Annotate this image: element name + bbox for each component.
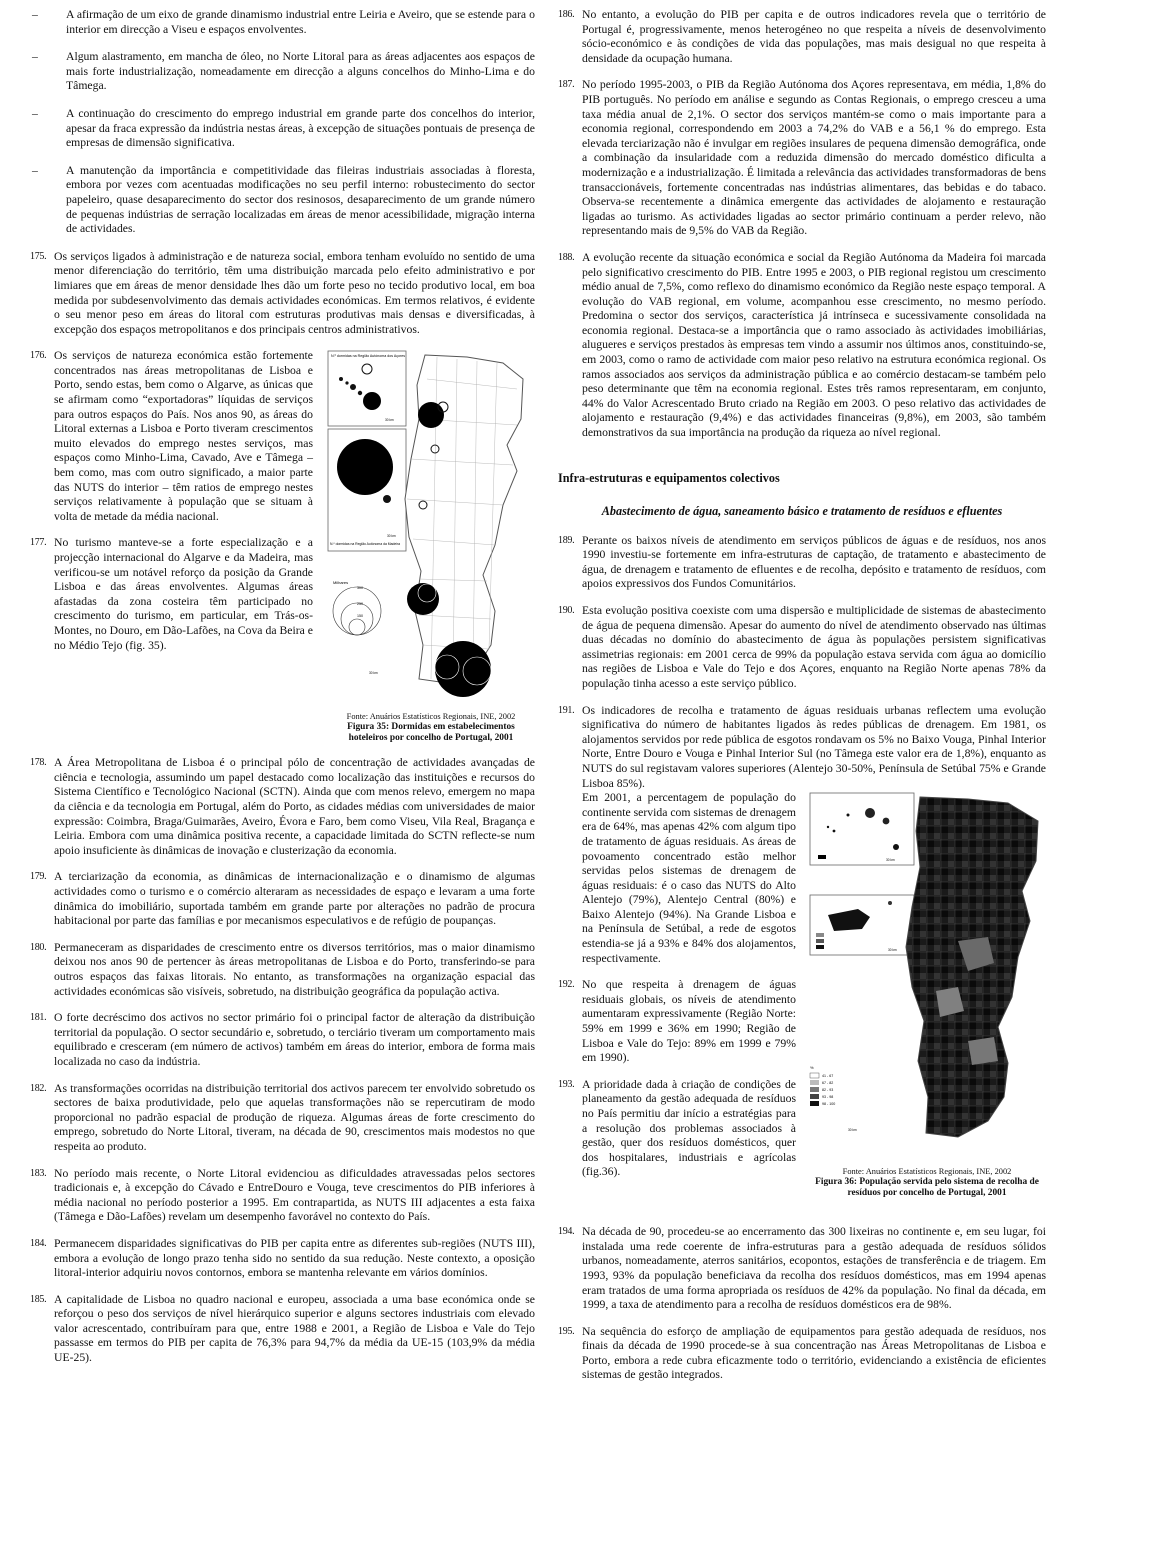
svg-text:30 km: 30 km bbox=[888, 948, 897, 953]
azores-inset-frame bbox=[810, 793, 914, 865]
paragraph-191-continued: Em 2001, a percentagem de população do continente servida com sistemas de drenagem era de 64%, mas apenas 42% com algum tipo de tratamento de águas residuais. As áreas de povoamento concentrado estão melhor servidas pelos sistemas de drenagem de águas residuais: é o caso das NUTS do Alto Alentejo (79%), Alentejo Central (80%) e Baixo Alentejo (94%). Na Grande Lisboa e na Península de Setúbal, a rede de esgotos estendia-se já a 93% e 84% dos alojamentos, respectivamente. bbox=[582, 791, 796, 965]
paragraph-186 bbox=[558, 8, 1046, 66]
paragraph-number: 182. bbox=[30, 1082, 47, 1094]
paragraph-text: As transformações ocorridas na distribuição territorial dos activos parecem ter envolvido sobretudo os sectores de baixa produtividade, pelo que aquelas transformações não se repercutiram de modo proporcional no padrão espacial de produção de riqueza. Algumas áreas de forte crescimento do emprego, sobretudo do Norte Litoral, tiveram, na década de 90, crescimentos mais modestos no que respeita ao produto. bbox=[54, 1081, 535, 1153]
figure-caption: Figura 36: População servida pelo sistema de recolha de resíduos por concelho de Portugal, 2001 bbox=[815, 1177, 1039, 1199]
paragraph-number: 194. bbox=[558, 1226, 575, 1238]
bullet-item: – Algum alastramento, em mancha de óleo, no Norte Litoral para as áreas adjacentes aos espaços de mais forte industrialização, nomeadamente em direcção a alguns concelhos do Minho-Lima e do Tâmega. bbox=[32, 50, 535, 93]
paragraph-text: Na sequência do esforço de ampliação de equipamentos para gestão adequada de resíduos, nos finais da década de 1990 procede-se à sua concentração nas Áreas Metropolitanas de Lisboa e Porto, embora a rede cubra eficazmente todo o território, evidenciando a existência de eficientes sistemas de gestão integrados. bbox=[582, 1324, 1046, 1382]
section-title: Infra-estruturas e equipamentos colectivos bbox=[558, 470, 780, 485]
svg-text:30 km: 30 km bbox=[369, 671, 378, 676]
figure-36 bbox=[808, 791, 1046, 1199]
svg-text:41 - 67: 41 - 67 bbox=[822, 1074, 834, 1079]
svg-text:30 km: 30 km bbox=[848, 1128, 857, 1133]
paragraph-text: A terciarização da economia, as dinâmicas de internacionalização e o dinamismo de algumas actividades como o turismo e o comércio alteraram as necessidades de espaço e levaram a uma forte dinâmica do imobiliário, suportada também em grande parte por alterações no padrão de procura habitacional por parte das famílias e por mecanismos especulativos e de refúgio de poupanças. bbox=[54, 870, 535, 928]
svg-text:250: 250 bbox=[357, 602, 363, 607]
svg-text:150: 150 bbox=[357, 614, 363, 619]
paragraph-180 bbox=[30, 941, 535, 999]
paragraph-188 bbox=[558, 251, 1046, 441]
paragraph-183 bbox=[30, 1167, 535, 1225]
figure-35 bbox=[327, 349, 535, 744]
paragraph-text: No que respeita à drenagem de águas residuais globais, os níveis de atendimento aumentaram expressivamente (Região Norte: 59% em 1999 e 36% em 1990; Região de Lisboa e Vale do Tejo: 89% em 1999 e 79% em 1990). bbox=[582, 978, 796, 1065]
paragraph-190 bbox=[558, 604, 1046, 692]
paragraph-number: 179. bbox=[30, 871, 47, 883]
paragraph-number: 189. bbox=[558, 534, 575, 546]
paragraph-number: 184. bbox=[30, 1237, 47, 1249]
svg-text:93 - 98: 93 - 98 bbox=[822, 1095, 834, 1100]
bullet-text: A afirmação de um eixo de grande dinamismo industrial entre Leiria e Aveiro, que se estende para o interior em direcção a Viseu e espaços envolventes. bbox=[66, 8, 535, 36]
paragraph-187 bbox=[558, 78, 1046, 239]
svg-text:30 km: 30 km bbox=[886, 858, 895, 863]
paragraph-number: 177. bbox=[30, 537, 47, 549]
funchal-bubble bbox=[337, 439, 393, 495]
paragraph-192 bbox=[558, 978, 796, 1066]
figure-source: Fonte: Anuários Estatísticos Regionais, INE, 2002 bbox=[842, 1167, 1012, 1177]
paragraph-number: 181. bbox=[30, 1012, 47, 1024]
paragraph-number: 186. bbox=[558, 9, 575, 20]
size-legend bbox=[333, 587, 381, 635]
paragraph-189 bbox=[558, 534, 1046, 592]
figure-35-block bbox=[30, 349, 535, 744]
paragraph-text: Permaneceram as disparidades de crescimento entre os diversos territórios, mas o maior dinamismo deixou nos anos 90 de pertencer às áreas metropolitanas de Lisboa e do Porto, transferindo-se para outros espaços das faixas litorais. No entanto, as transformações na organização espacial das actividades económicas são visíveis, sobretudo, na distribuição geográfica da população activa. bbox=[54, 940, 535, 998]
svg-text:30 km: 30 km bbox=[385, 418, 394, 423]
paragraph-number: 187. bbox=[558, 79, 575, 91]
paragraph-number: 185. bbox=[30, 1293, 47, 1305]
waste-collection-choropleth-map bbox=[808, 791, 1046, 1159]
paragraph-text: A prioridade dada à criação de condições de planeamento da gestão adequada de resíduos no País permitiu dar início a estratégias para a resolução dos problemas associados à gestão, quer dos resíduos domésticos, quer dos hospitalares, industriais e agrícolas (fig.36). bbox=[582, 1077, 796, 1179]
choropleth-legend bbox=[810, 1073, 819, 1106]
paragraph-text: Permanecem disparidades significativas do PIB per capita entre as diferentes sub-regiões (NUTS III), embora a evolução de longo prazo tenha sido no sentido da sua redução. Neste contexto, a oposição litoral-interior adquiriu novos contornos, embora se mantenha relevante em vários domínios. bbox=[54, 1236, 535, 1280]
paragraph-177 bbox=[30, 536, 313, 653]
paragraph-number: 190. bbox=[558, 605, 575, 616]
paragraph-text: Esta evolução positiva coexiste com uma dispersão e multiplicidade de sistemas de abastecimento de água de pequena dimensão. Apesar do aumento do nível de atendimento observado nas últimas duas décadas no domínio do abastecimento de água às populações persistem significativas assimetrias regionais: em 2001 cerca de 99% da população estava servida com água ao domicílio nas regiões de Lisboa e Vale do Tejo e dos Açores, enquanto na Região Norte apenas 78% da população tinha acesso a este serviço público. bbox=[582, 604, 1046, 690]
bullet-item: – A continuação do crescimento do emprego industrial em grande parte dos concelhos do interior, apesar da fraca expressão da indústria nestas áreas, à excepção de situações pontuais de presença de empresas de dimensão significativa. bbox=[32, 106, 535, 150]
paragraph-text: A capitalidade de Lisboa no quadro nacional e europeu, associada a uma base económica onde se reforçou o peso dos serviços de nível hierárquico superior e alguns sectores industriais com elevado valor acrescentado, contribuíram para que, entre 1988 e 2001, a Região de Lisboa e Vale do Tejo passasse em termos do PIB per capita de 76,3% para 94,7% da média da UE-15 (103,9% da média UE-25). bbox=[54, 1292, 535, 1365]
paragraph-179 bbox=[30, 870, 535, 928]
paragraph-191 bbox=[558, 704, 1046, 792]
figure-source: Fonte: Anuários Estatísticos Regionais, INE, 2002 bbox=[346, 712, 516, 722]
ponta-delgada-bubble bbox=[363, 392, 381, 410]
paragraph-176 bbox=[30, 349, 313, 524]
paragraph-text: No entanto, a evolução do PIB per capita e de outros indicadores revela que o território de Portugal é, progressivamente, menos heterogéneo no que respeita a níveis de desenvolvimento sócio-económico e às condições de vida das populações, mas mais desigual no que respeita à densidade da ocupação humana. bbox=[582, 8, 1046, 65]
paragraph-181 bbox=[30, 1011, 535, 1069]
bullet-text: A manutenção da importância e competitividade das fileiras industriais associadas à floresta, embora por vezes com acentuadas modificações no seu perfil interno: robustecimento do sector papeleiro, quase desaparecimento do sector dos resinosos, desaparecimento de um grande número de pequenas indústrias de serração localizadas em áreas de menor acessibilidade, migração interna de actividades. bbox=[66, 163, 535, 236]
paragraph-195 bbox=[558, 1325, 1046, 1383]
paragraph-number: 192. bbox=[558, 979, 575, 991]
paragraph-text: No período mais recente, o Norte Litoral evidenciou as dificuldades atravessadas pelos sectores tradicionais e, à excepção do Cávado e EntreDouro e Vouga, teve crescimentos do PIB inferiores à média nacional no período posterior a 1995. Em contrapartida, as NUTS III adjacentes a esta faixa (Tâmega e Dão-Lafões) revelam um desempenho favorável no contexto do País. bbox=[54, 1166, 535, 1224]
azores-inset-frame bbox=[328, 351, 406, 426]
tourism-bubble-map bbox=[327, 349, 535, 704]
paragraph-text: O forte decréscimo dos activos no sector primário foi o principal factor de alteração da distribuição territorial da população. O sector secundário e, sobretudo, o terciário tiveram um comportamento mais equilibrado e cresceram (em número de activos) também em áreas do interior, embora de forma mais localizada no caso da indústria. bbox=[54, 1011, 535, 1068]
svg-text:67 - 82: 67 - 82 bbox=[822, 1081, 834, 1086]
bullet-item: – A afirmação de um eixo de grande dinamismo industrial entre Leiria e Aveiro, que se estende para o interior em direcção a Viseu e espaços envolventes. bbox=[32, 8, 535, 36]
left-column bbox=[30, 8, 535, 1378]
paragraph-193 bbox=[558, 1078, 796, 1180]
madeira-inset-title: N.º dormidas na Região Autónoma da Madeira bbox=[330, 542, 401, 547]
paragraph-number: 180. bbox=[30, 941, 47, 953]
figure-36-block bbox=[558, 791, 1046, 1199]
paragraph-text: Os serviços de natureza económica estão fortemente concentrados nas áreas metropolitanas de Lisboa e Porto, sendo estas, bem como o Algarve, as únicas que se afirmam como “exportadoras” líquidas de serviços para outros espaços do País. Nos anos 90, as áreas do Litoral externas a Lisboa e Porto tiveram crescimentos muito elevados do emprego nestes serviços, mas espaços como Minho-Lima, Cavado, Ave e Tâmega – bem como, mas com outro significado, a maior parte das NUTS do interior – têm ratios de emprego nestes serviços relativamente à população que se situam à volta de metade da média nacional. bbox=[54, 349, 313, 523]
subsection-title: Abastecimento de água, saneamento básico e tratamento de resíduos e efluentes bbox=[601, 503, 1003, 518]
paragraph-184 bbox=[30, 1237, 535, 1281]
paragraph-178 bbox=[30, 756, 535, 858]
paragraph-number: 183. bbox=[30, 1167, 47, 1179]
paragraph-number: 178. bbox=[30, 757, 47, 769]
paragraph-text: A Área Metropolitana de Lisboa é o principal pólo de concentração de actividades avançadas de ciência e tecnologia, assumindo um papel destacado como localização das instituições e recursos do Sistema Científico e Tecnológico Nacional (SCTN). Ainda que com menos relevo, emergem no mapa da ciência e da tecnologia em Portugal, além do Porto, as cidades médias com universidades de maior expressão: Coimbra, Braga/Guimarães, Aveiro, Évora e Faro, bem como Viseu, Vila Real, Bragança e Leiria. Embora com uma dinâmica positiva recente, a capacidade limitada do SCTN reflecte-se num apoio insuficiente às dinâmicas de inovação e clusterização da economia. bbox=[54, 756, 535, 857]
paragraph-text: No período 1995-2003, o PIB da Região Autónoma dos Açores representava, em média, 1,8% do PIB português. No período em análise e segundo as Contas Regionais, o emprego cresceu a uma taxa média anual de 2,1%. O sector dos serviços mantém-se como o mais importante para a economia regional, correspondendo em 2003 a 74,2% do VAB e a 56,1 % do emprego. Esta elevada terciarização não é invulgar em regiões insulares de pequena dimensão demográfica, onde a combinação da insularidade com a reduzida dimensão do mercado doméstico dificulta a modernização e a industrialização. É limitada a relevância das actividades transformadoras de bens transaccionáveis, fortemente concentradas nas indústrias alimentares, das bebidas e do tabaco. Observa-se recentemente a dinâmica emergente das actividades de alojamento e restauração ligadas ao turismo. As actividades ligadas ao sector primário continuam a perder relevo, não representando mais de 9,5% do VAB da Região. bbox=[582, 78, 1046, 238]
paragraph-number: 191. bbox=[558, 704, 575, 716]
svg-text:300: 300 bbox=[357, 586, 363, 591]
legend-title: Milhares bbox=[333, 580, 349, 586]
legend-title: % bbox=[810, 1065, 814, 1071]
mainland-outline bbox=[405, 355, 523, 683]
paragraph-185 bbox=[30, 1293, 535, 1366]
bullet-item: – A manutenção da importância e competitividade das fileiras industriais associadas à floresta, embora por vezes com acentuadas modificações no seu perfil interno: robustecimento do sector papeleiro, quase desaparecimento do sector dos resinosos, desaparecimento de um grande número de pequenas indústrias de serração localizadas em áreas de menor acessibilidade, migração interna de actividades. bbox=[32, 163, 535, 236]
figure-caption: Figura 35: Dormidas em estabelecimentos hoteleiros por concelho de Portugal, 2001 bbox=[347, 722, 515, 744]
paragraph-number: 176. bbox=[30, 350, 47, 362]
svg-text:82 - 93: 82 - 93 bbox=[822, 1088, 834, 1093]
bullet-text: A continuação do crescimento do emprego industrial em grande parte dos concelhos do interior, apesar da fraca expressão da indústria nestas áreas, à excepção de situações pontuais de presença de empresas de dimensão significativa. bbox=[66, 106, 535, 150]
paragraph-number: 188. bbox=[558, 251, 575, 263]
paragraph-text: No turismo manteve-se a forte especialização e a projecção internacional do Algarve e da Madeira, mas verificou-se um notável reforço da posição da Grande Lisboa e das áreas envolventes. Algumas áreas afastadas da zona costeira têm participado no crescimento do turismo, em particular, em Trás-os-Montes, no Douro, em Dão-Lafões, na Cova da Beira e no Médio Tejo (fig. 35). bbox=[54, 536, 313, 652]
bullet-text: Algum alastramento, em mancha de óleo, no Norte Litoral para as áreas adjacentes aos espaços de mais forte industrialização, nomeadamente em direcção a alguns concelhos do Minho-Lima e do Tâmega. bbox=[66, 50, 535, 93]
azores-inset-title: N.º dormidas na Região Autónoma dos Açores bbox=[331, 354, 406, 359]
paragraph-175 bbox=[30, 250, 535, 338]
paragraph-text: A evolução recente da situação económica e social da Região Autónoma da Madeira foi marcada pelo significativo crescimento do PIB. Entre 1995 e 2003, o PIB regional registou um crescimento médio anual de 7,5%, como reflexo do dinamismo económico da Região neste espaço temporal. A evolução do VAB regional, em volume, acompanhou esse crescimento, no mesmo período. Predomina o sector dos serviços, característica já intrínseca e sucessivamente consolidada na economia regional. Destaca-se a importância que o ramo associado às actividades imobiliárias, alugueres e serviços prestados às empresas tem vindo a assumir nos últimos anos, constituindo-se, em 2003, como o ramo de actividade com maior peso relativo na estrutura económica regional. Os ramos associados aos serviços da administração pública e ao comércio destacam-se também pelo peso determinante que têm na economia regional. Estes três ramos representaram, em conjunto, 44% do Valor Acrescentado Bruto criado na Região em 2003. O peso relativo das actividades de alojamento e restauração (9,4%) e das actividades financeiras (9,8%), em 2003, são também demonstrativos da sua importância na produção da riqueza ao nível regional. bbox=[582, 250, 1046, 440]
svg-text:98 - 100: 98 - 100 bbox=[822, 1102, 836, 1107]
paragraph-text: Perante os baixos níveis de atendimento em serviços públicos de águas e de resíduos, nos anos 1990 investiu-se fortemente em infra-estruturas de captação, de tratamento e abastecimento de água, de drenagem e tratamento de efluentes e de recolha, depósito e tratamento de resíduos, com apoios expressivos dos Fundos Comunitários. bbox=[582, 533, 1046, 591]
paragraph-182 bbox=[30, 1082, 535, 1155]
paragraph-number: 193. bbox=[558, 1078, 575, 1090]
porto-bubble bbox=[418, 402, 444, 428]
paragraph-number: 195. bbox=[558, 1325, 575, 1337]
paragraph-number: 175. bbox=[30, 250, 47, 262]
paragraph-text: Na década de 90, procedeu-se ao encerramento das 300 lixeiras no continente e, em seu lugar, foi instalada uma rede coerente de infra-estruturas para a gestão adequada de resíduos sólidos urbanos, nomeadamente, aterros sanitários, ecopontos, estações de transferência e de triagem. Em 1993, 93% da população beneficiava da recolha dos resíduos domésticos, mas em 1994 apenas eram tratados de uma forma apropriada os resíduos de 42% da população. No final da década, em 1999, a taxa de atendimento para a recolha de resíduos domésticos era de 98%. bbox=[582, 1225, 1046, 1312]
svg-text:30 km: 30 km bbox=[387, 534, 396, 539]
paragraph-194 bbox=[558, 1225, 1046, 1313]
paragraph-text: Os indicadores de recolha e tratamento de águas residuais urbanas reflectem uma evolução significativa do número de habitantes ligados às redes públicas de drenagem. Em 1981, os alojamentos servidos por rede pública de esgotos rondavam os 5% no Baixo Vouga, Pinhal Interior Norte, Entre Douro e Vouga e Pinhal Interior Sul (no Tâmega este valor era de 1,8%), enquanto as NUTS do sul registavam valores superiores (Alentejo 30-50%, Península de Setúbal 75% e Grande Lisboa 85%). bbox=[582, 703, 1046, 790]
right-column bbox=[558, 8, 1046, 1395]
paragraph-text: Os serviços ligados à administração e de natureza social, embora tenham evoluído no sentido de uma menor diferenciação do território, têm uma distribuição marcada pelo efeito administrativo e por limiares que em áreas de menor densidade lhes dão um forte peso no tecido produtivo local, em boa medida por subdesenvolvimento das demais actividades económicas. Em termos relativos, é evidente o seu menor peso em áreas do litoral com estruturas produtivas mais densas e diversificadas, à excepção dos espaços metropolitanos e dos principais centros administrativos. bbox=[54, 249, 535, 336]
